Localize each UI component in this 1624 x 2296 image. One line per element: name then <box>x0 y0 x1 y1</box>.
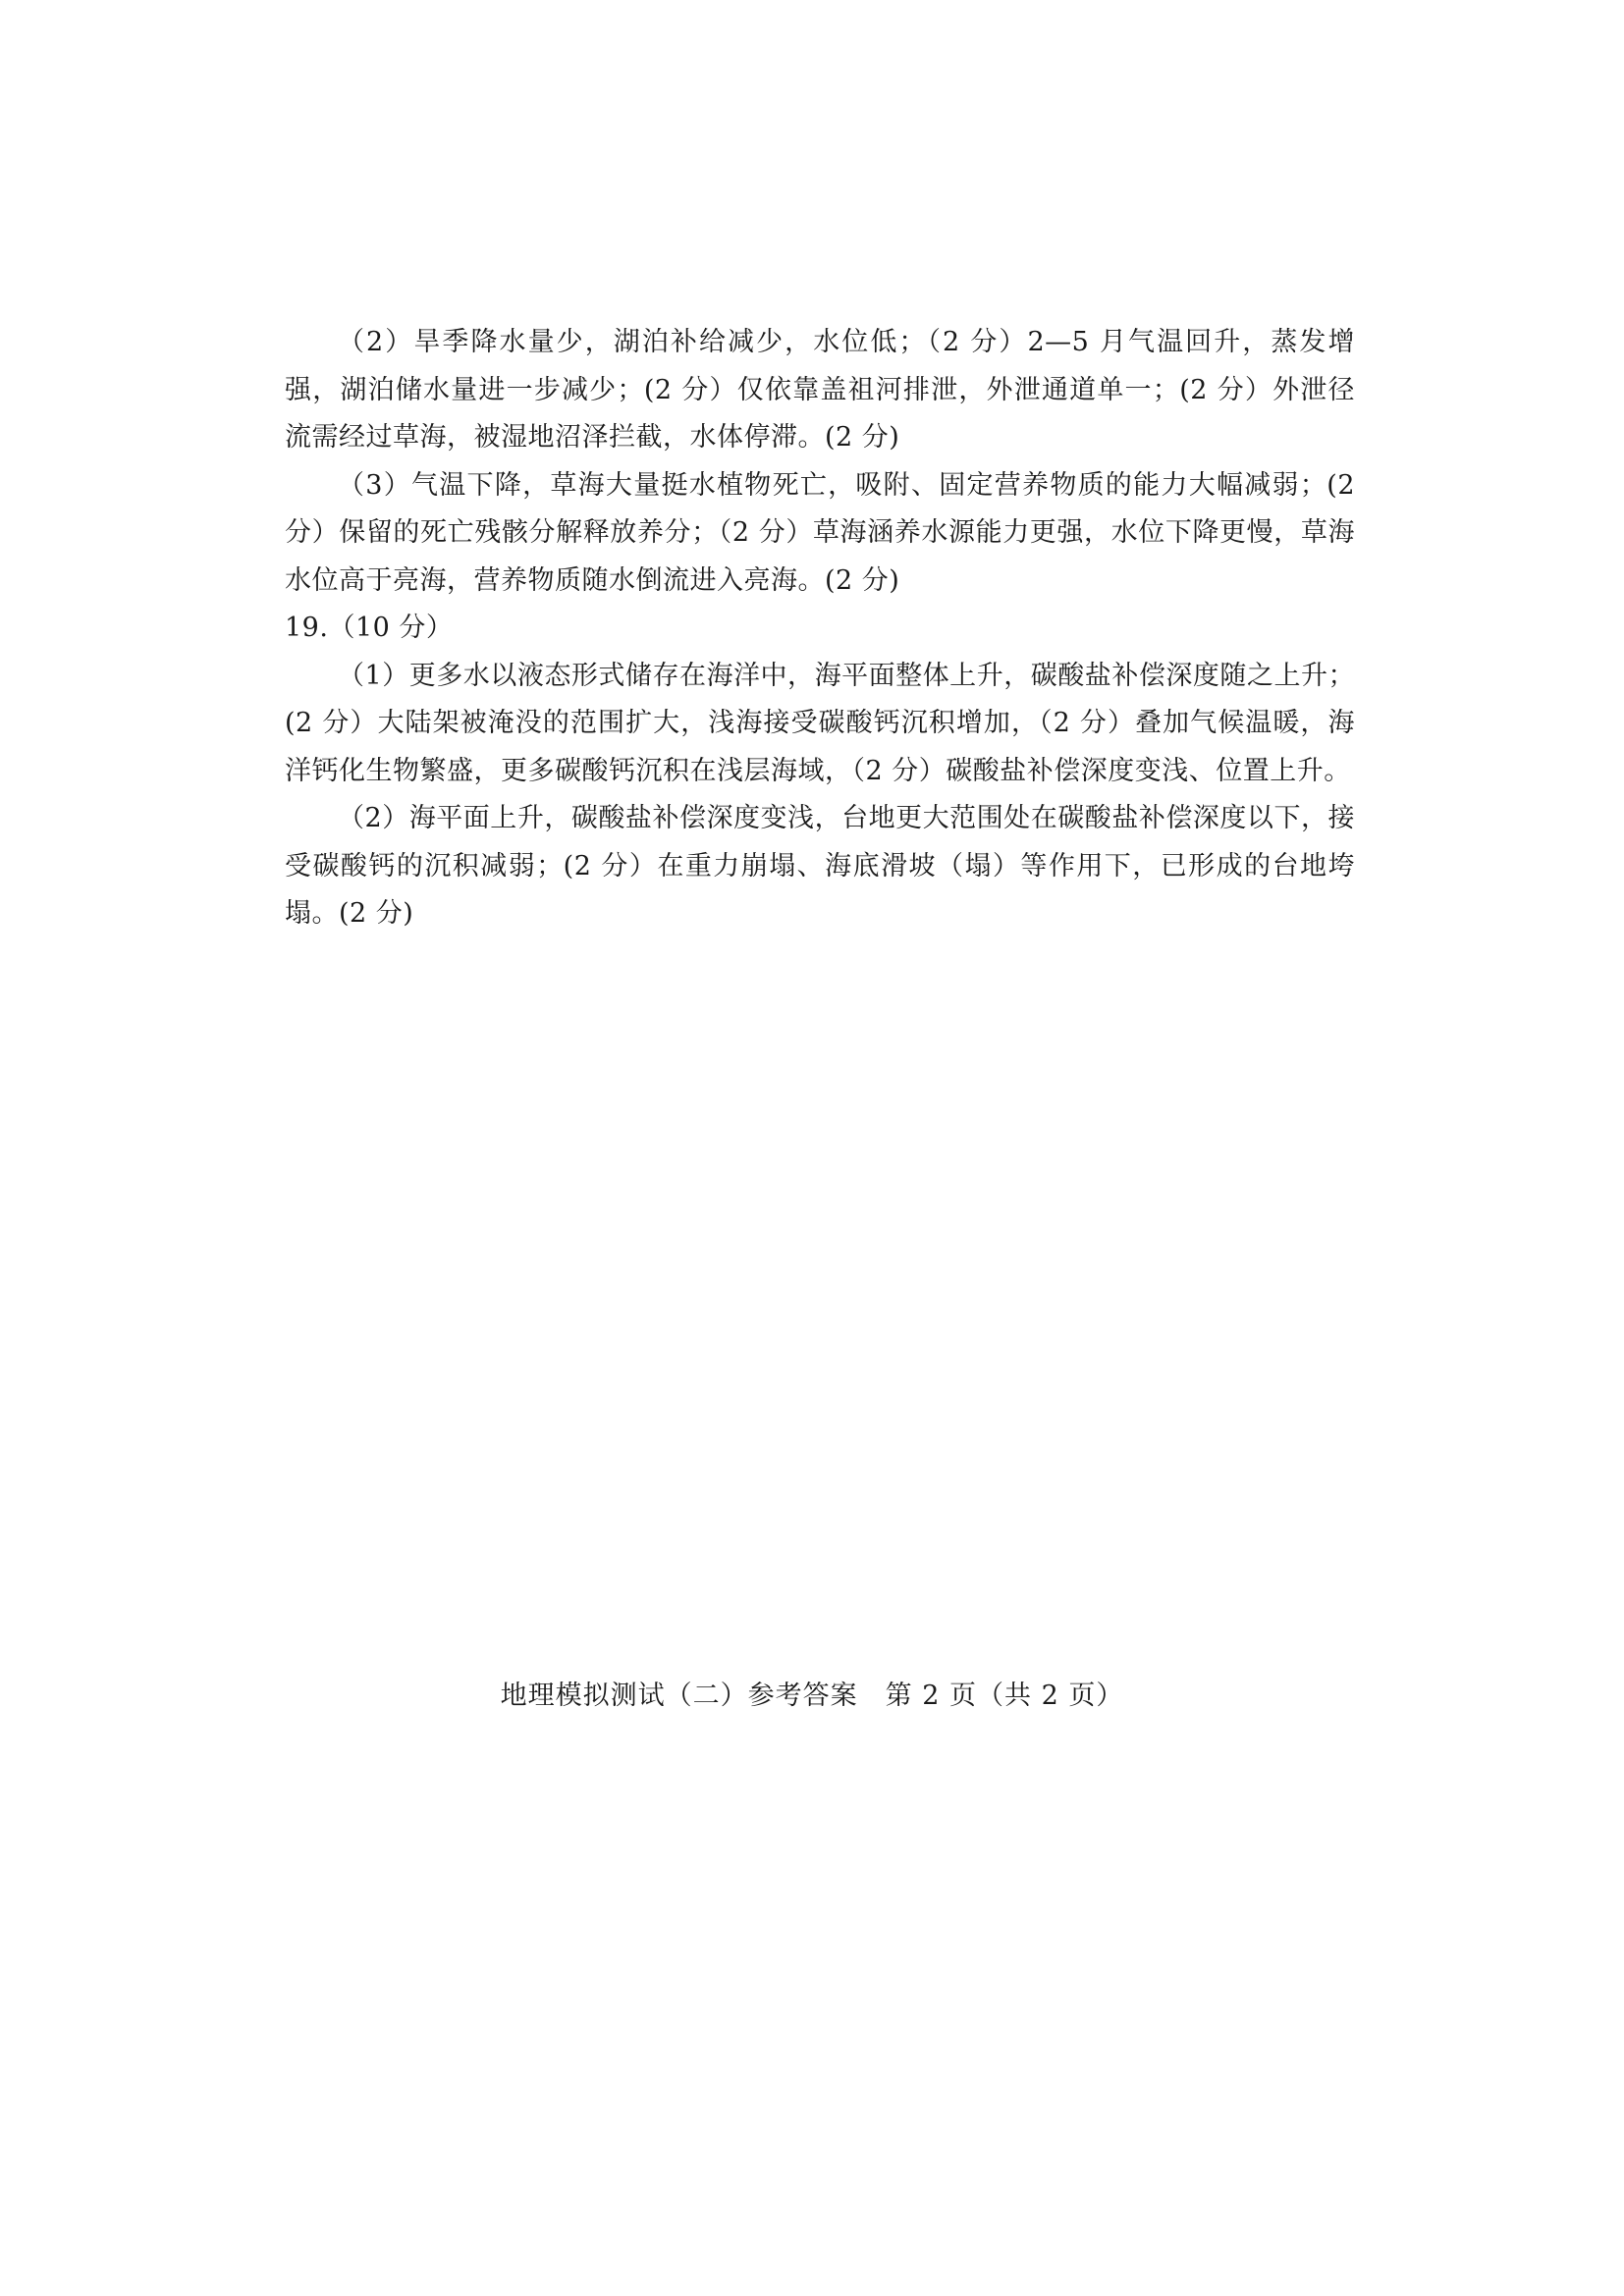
answer-q19-part2: （2）海平面上升，碳酸盐补偿深度变浅，台地更大范围处在碳酸盐补偿深度以下，接受碳酸钙的沉积减弱；(2 分）在重力崩塌、海底滑坡（塌）等作用下，已形成的台地垮塌。(2 分) <box>285 803 1355 929</box>
question-19-heading: 19.（10 分） <box>285 613 454 643</box>
answer-q18-part3: （3）气温下降，草海大量挺水植物死亡，吸附、固定营养物质的能力大幅减弱；(2 分）保留的死亡残骸分解释放养分；（2 分）草海涵养水源能力更强，水位下降更慢，草海水位高于亮海，营养物质随水倒流进入亮海。(2 分) <box>285 469 1355 596</box>
answer-content <box>285 319 1355 938</box>
answer-q19-part1: （1）更多水以液态形式储存在海洋中，海平面整体上升，碳酸盐补偿深度随之上升；(2 分）大陆架被淹没的范围扩大，浅海接受碳酸钙沉积增加，（2 分）叠加气候温暖，海洋钙化生物繁盛，更多碳酸钙沉积在浅层海域，（2 分）碳酸盐补偿深度变浅、位置上升。 <box>285 660 1355 786</box>
page-footer: 地理模拟测试（二）参考答案 第 2 页（共 2 页） <box>500 1681 1124 1711</box>
answer-q18-part2: （2）旱季降水量少，湖泊补给减少，水位低；（2 分）2—5 月气温回升，蒸发增强，湖泊储水量进一步减少；(2 分）仅依靠盖祖河排泄，外泄通道单一；(2 分）外泄径流需经过草海，被湿地沼泽拦截，水体停滞。(2 分) <box>285 327 1355 453</box>
